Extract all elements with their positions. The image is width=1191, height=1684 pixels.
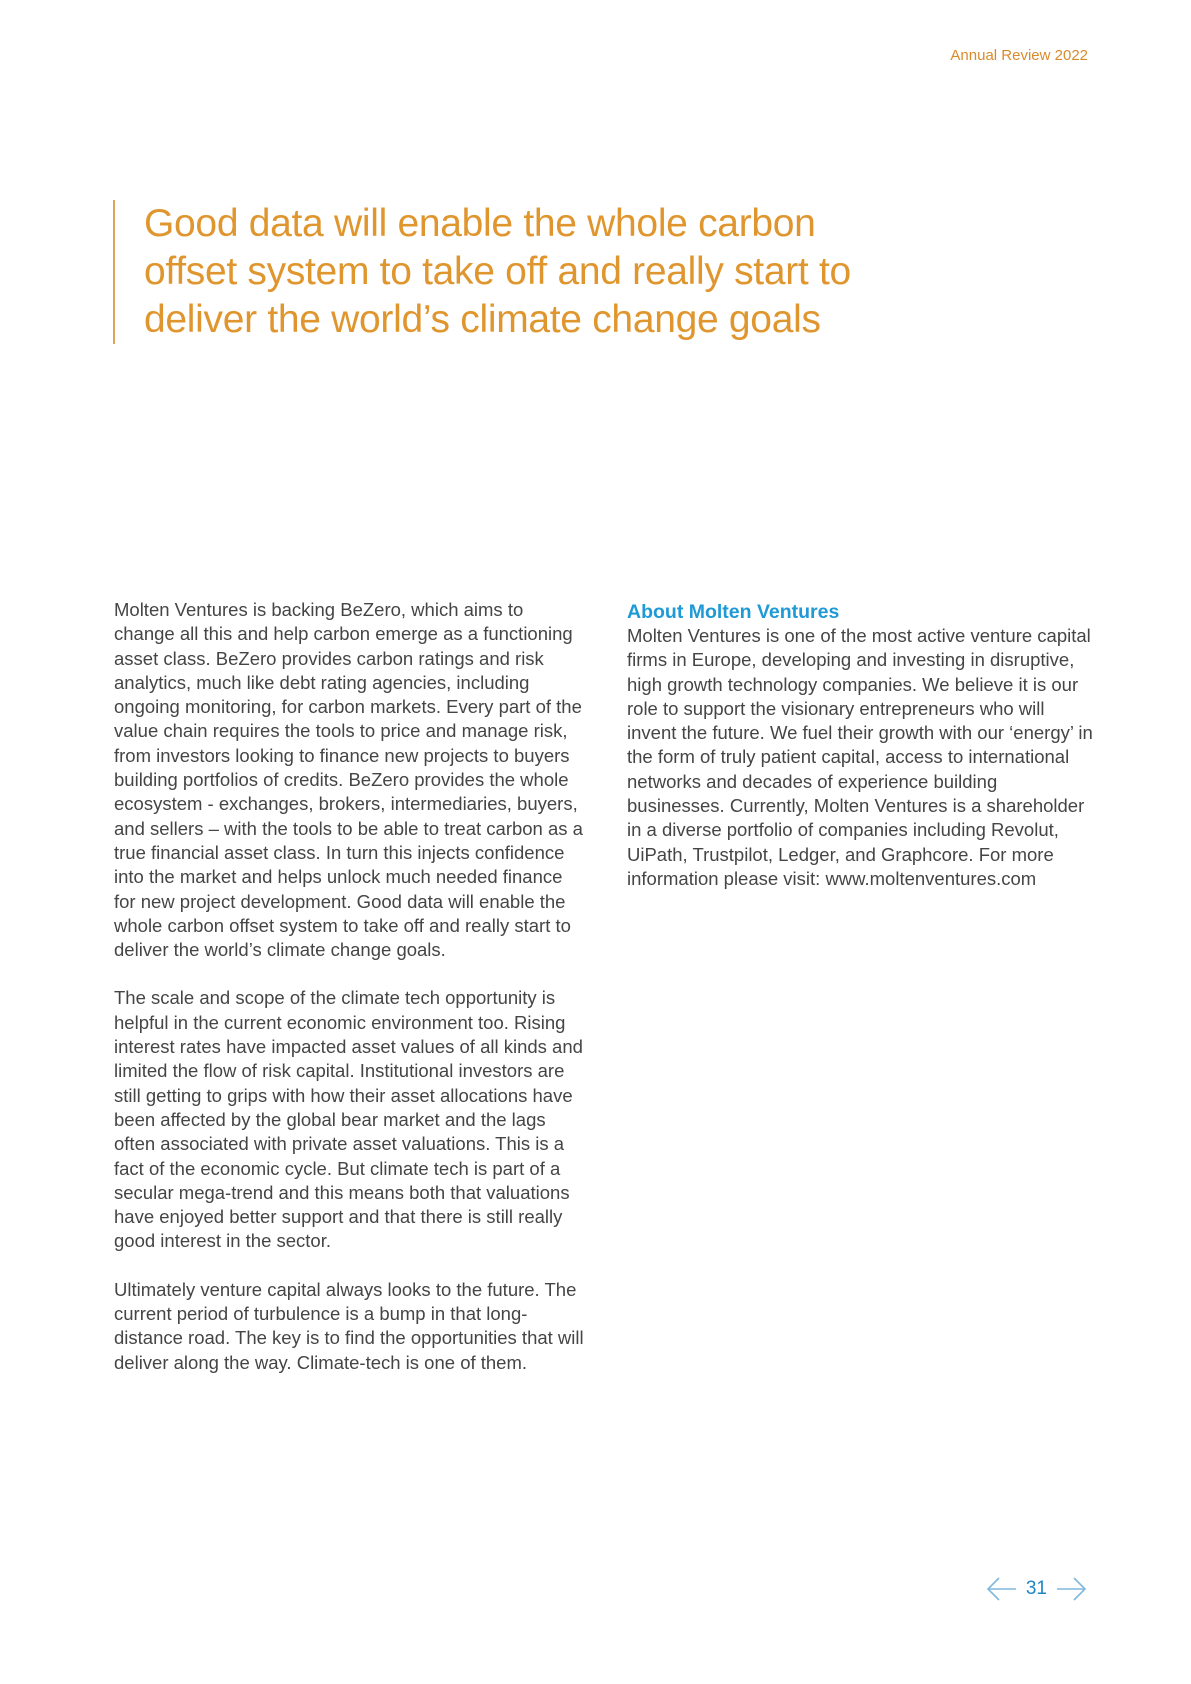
about-heading: About Molten Ventures [627, 601, 840, 623]
page-navigation [986, 1575, 1087, 1603]
body-paragraph: Molten Ventures is backing BeZero, which aims to change all this and help carbon emerge as a functioning asset class. BeZero provides carbon ratings and risk analytics, much like debt rating agencies, including ongoing monitoring, for carbon markets. Every part of the value chain requires the tools to price and manage risk, from investors looking to finance new projects to buyers building portfolios of credits. BeZero provides the whole ecosystem - exchanges, brokers, intermediaries, buyers, and sellers – with the tools to be able to treat carbon as a true financial asset class. In turn this injects confidence into the market and helps unlock much needed finance for new project development. Good data will enable the whole carbon offset system to take off and really start to deliver the world’s climate change goals. [114, 599, 583, 961]
left-column [114, 598, 584, 1399]
about-section [627, 600, 1097, 891]
arrow-right-icon[interactable] [1055, 1575, 1087, 1603]
body-paragraph: The scale and scope of the climate tech opportunity is helpful in the current economic environment too. Rising interest rates have impacted asset values of all kinds and limited the flow of risk capital. Institutional investors are still getting to grips with how their asset allocations have been affected by the global bear market and the lags often associated with private asset valuations. This is a fact of the economic cycle. But climate tech is part of a secular mega-trend and this means both that valuations have enjoyed better support and that there is still really good interest in the sector. [114, 987, 583, 1252]
annual-review-label: Annual Review 2022 [950, 47, 1088, 64]
pull-quote: Good data will enable the whole carbon offset system to take off and really start to deliver the world’s climate change goals [113, 200, 904, 344]
body-paragraph: Ultimately venture capital always looks to the future. The current period of turbulence is a bump in that long-distance road. The key is to find the opportunities that will deliver along the way. Climate-tech is one of them. [114, 1278, 584, 1373]
arrow-left-icon[interactable] [986, 1575, 1018, 1603]
about-body: Molten Ventures is one of the most active venture capital firms in Europe, developing and investing in disruptive, high growth technology companies. We believe it is our role to support the visionary entrepreneurs who will invent the future. We fuel their growth with our ‘energy’ in the form of truly patient capital, access to international networks and decades of experience building businesses. Currently, Molten Ventures is a shareholder in a diverse portfolio of companies including Revolut, UiPath, Trustpilot, Ledger, and Graphcore. For more information please visit: www.moltenventures.com [627, 625, 1093, 889]
page-number: 31 [1025, 1578, 1047, 1599]
